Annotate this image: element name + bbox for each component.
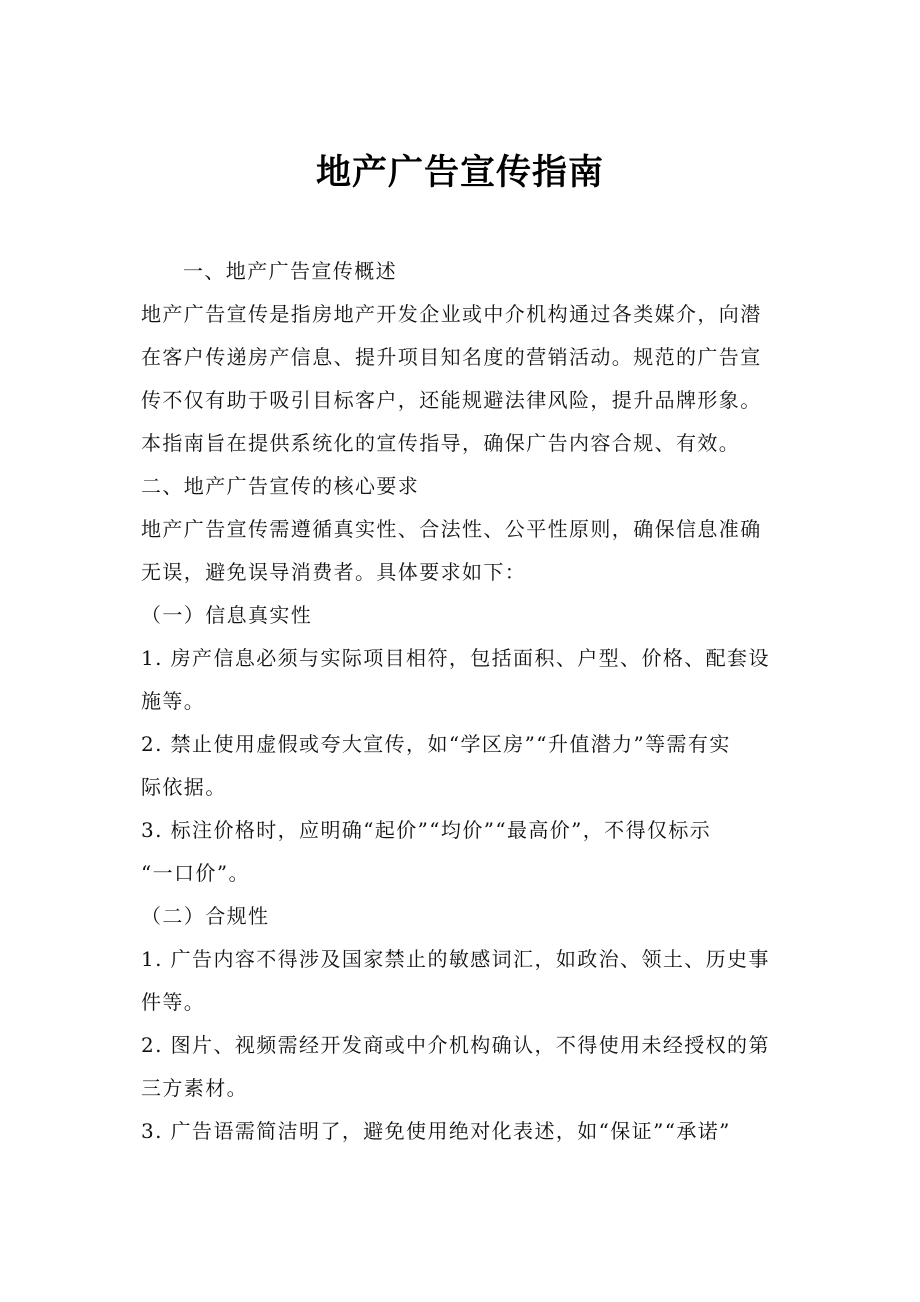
paragraph-line: 本指南旨在提供系统化的宣传指导，确保广告内容合规、有效。 xyxy=(141,431,741,455)
paragraph-line: 无误，避免误导消费者。具体要求如下： xyxy=(141,560,527,584)
subsection-heading-truthfulness: （一）信息真实性 xyxy=(141,603,313,627)
list-item-line: “一口价”。 xyxy=(141,861,250,885)
list-item-line: 三方素材。 xyxy=(141,1076,248,1100)
list-item-line: 1. 广告内容不得涉及国家禁止的敏感词汇，如政治、领土、历史事 xyxy=(141,947,770,971)
list-item-line: 施等。 xyxy=(141,689,206,713)
document-body xyxy=(141,250,781,1153)
paragraph-line: 地产广告宣传是指房地产开发企业或中介机构通过各类媒介，向潜 xyxy=(141,302,762,326)
paragraph-line: 在客户传递房产信息、提升项目知名度的营销活动。规范的广告宣 xyxy=(141,345,762,369)
subsection-heading-compliance: （二）合规性 xyxy=(141,904,270,928)
list-item-line: 2. 图片、视频需经开发商或中介机构确认，不得使用未经授权的第 xyxy=(141,1033,770,1057)
section-heading-core-requirements: 二、地产广告宣传的核心要求 xyxy=(141,474,420,498)
section-heading-overview: 一、地产广告宣传概述 xyxy=(183,259,397,283)
list-item-line: 际依据。 xyxy=(141,775,227,799)
list-item-line: 2. 禁止使用虚假或夸大宣传，如“学区房”“升值潜力”等需有实 xyxy=(141,732,731,756)
paragraph-line: 地产广告宣传需遵循真实性、合法性、公平性原则，确保信息准确 xyxy=(141,517,762,541)
list-item-line: 1. 房产信息必须与实际项目相符，包括面积、户型、价格、配套设 xyxy=(141,646,770,670)
list-item-line: 3. 广告语需简洁明了，避免使用绝对化表述，如“保证”“承诺” xyxy=(141,1119,731,1143)
paragraph-line: 传不仅有助于吸引目标客户，还能规避法律风险，提升品牌形象。 xyxy=(141,388,762,412)
list-item-line: 件等。 xyxy=(141,990,206,1014)
list-item-line: 3. 标注价格时，应明确“起价”“均价”“最高价”，不得仅标示 xyxy=(141,818,712,842)
document-title: 地产广告宣传指南 xyxy=(315,153,604,193)
